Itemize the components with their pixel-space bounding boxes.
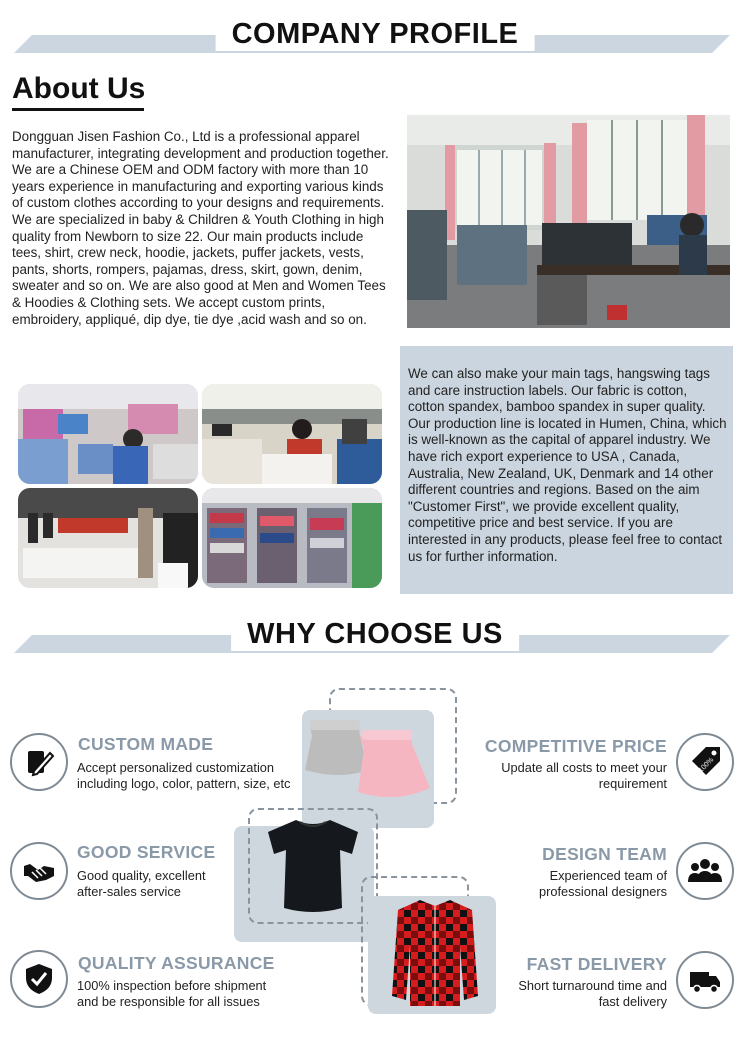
- feature-desc-fast-delivery: Short turnaround time and fast delivery: [518, 978, 667, 1009]
- truck-icon: [676, 951, 734, 1009]
- company-profile-banner: [0, 12, 750, 72]
- about-underline: [12, 108, 144, 111]
- about-heading: About Us: [12, 72, 146, 105]
- about-paragraph-2: We can also make your main tags, hangswing tags and care instruction labels. Our fabric is cotton, cotton spandex, bamboo spandex in super quality. Our production line is located in Humen, China, which is well-known as the capital of apparel industry. We have rich export experience to USA , Canada, Australia, New Zealand, UK, Denmark and 14 other different countries and regions. Based on the aim "Customer First", we provide excellent quality, competitive price and best service. If you are interested in any products, please feel free to contact us for further information.: [400, 346, 733, 594]
- factory-photo-3: [18, 488, 198, 588]
- page-title: COMPANY PROFILE: [216, 18, 535, 51]
- shield-check-icon: [10, 950, 68, 1008]
- feature-desc-competitive-price: Update all costs to meet your requirement: [501, 760, 667, 791]
- about-paragraph-1: Dongguan Jisen Fashion Co., Ltd is a professional apparel manufacturer, integrating development and production together. We are a Chinese OEM and ODM factory with more than 10 years experience in manufacturing and exporting various kinds of custom clothes according to your designs and requirements. We are specialized in baby & Children & Youth Clothing in high quality from Newborn to size 22. Our main products include tees, shirt, crew neck, hoodie, jackets, puffer jackets, vests, pants, shorts, rompers, pajamas, dress, skirt, gown, denim, sweater and so on. We are also good at Men and Women Tees & Hoodies & Clothing sets. We accept custom prints, embroidery, appliqué, dip dye, tie dye ,acid wash and so on.: [12, 129, 389, 327]
- plaid-shirt-image: [390, 896, 480, 1008]
- office-photo: [407, 115, 730, 328]
- feature-desc-good-service: Good quality, excellent after-sales service: [77, 868, 206, 899]
- team-icon: [676, 842, 734, 900]
- feature-title-good-service: GOOD SERVICE: [77, 842, 216, 862]
- why-choose-us-banner: [0, 612, 750, 672]
- factory-photo-1: [18, 384, 198, 484]
- price-tag-icon: [676, 733, 734, 791]
- section-title: WHY CHOOSE US: [231, 618, 519, 651]
- factory-photo-2: [202, 384, 382, 484]
- handshake-icon: [10, 842, 68, 900]
- feature-title-fast-delivery: FAST DELIVERY: [526, 954, 667, 974]
- skirts-image: [300, 708, 438, 808]
- pencil-icon: [10, 733, 68, 791]
- feature-title-quality-assurance: QUALITY ASSURANCE: [78, 953, 275, 973]
- feature-title-custom-made: CUSTOM MADE: [78, 734, 214, 754]
- feature-title-design-team: DESIGN TEAM: [542, 844, 667, 864]
- price-tag-text: 100%: [697, 756, 716, 775]
- feature-desc-custom-made: Accept personalized customization including logo, color, pattern, size, etc: [77, 760, 291, 791]
- tshirt-image: [258, 816, 368, 916]
- factory-photo-4: [202, 488, 382, 588]
- feature-title-competitive-price: COMPETITIVE PRICE: [484, 736, 667, 756]
- feature-desc-design-team: Experienced team of professional designers: [538, 868, 667, 899]
- feature-desc-quality-assurance: 100% inspection before shipment and be responsible for all issues: [77, 978, 267, 1009]
